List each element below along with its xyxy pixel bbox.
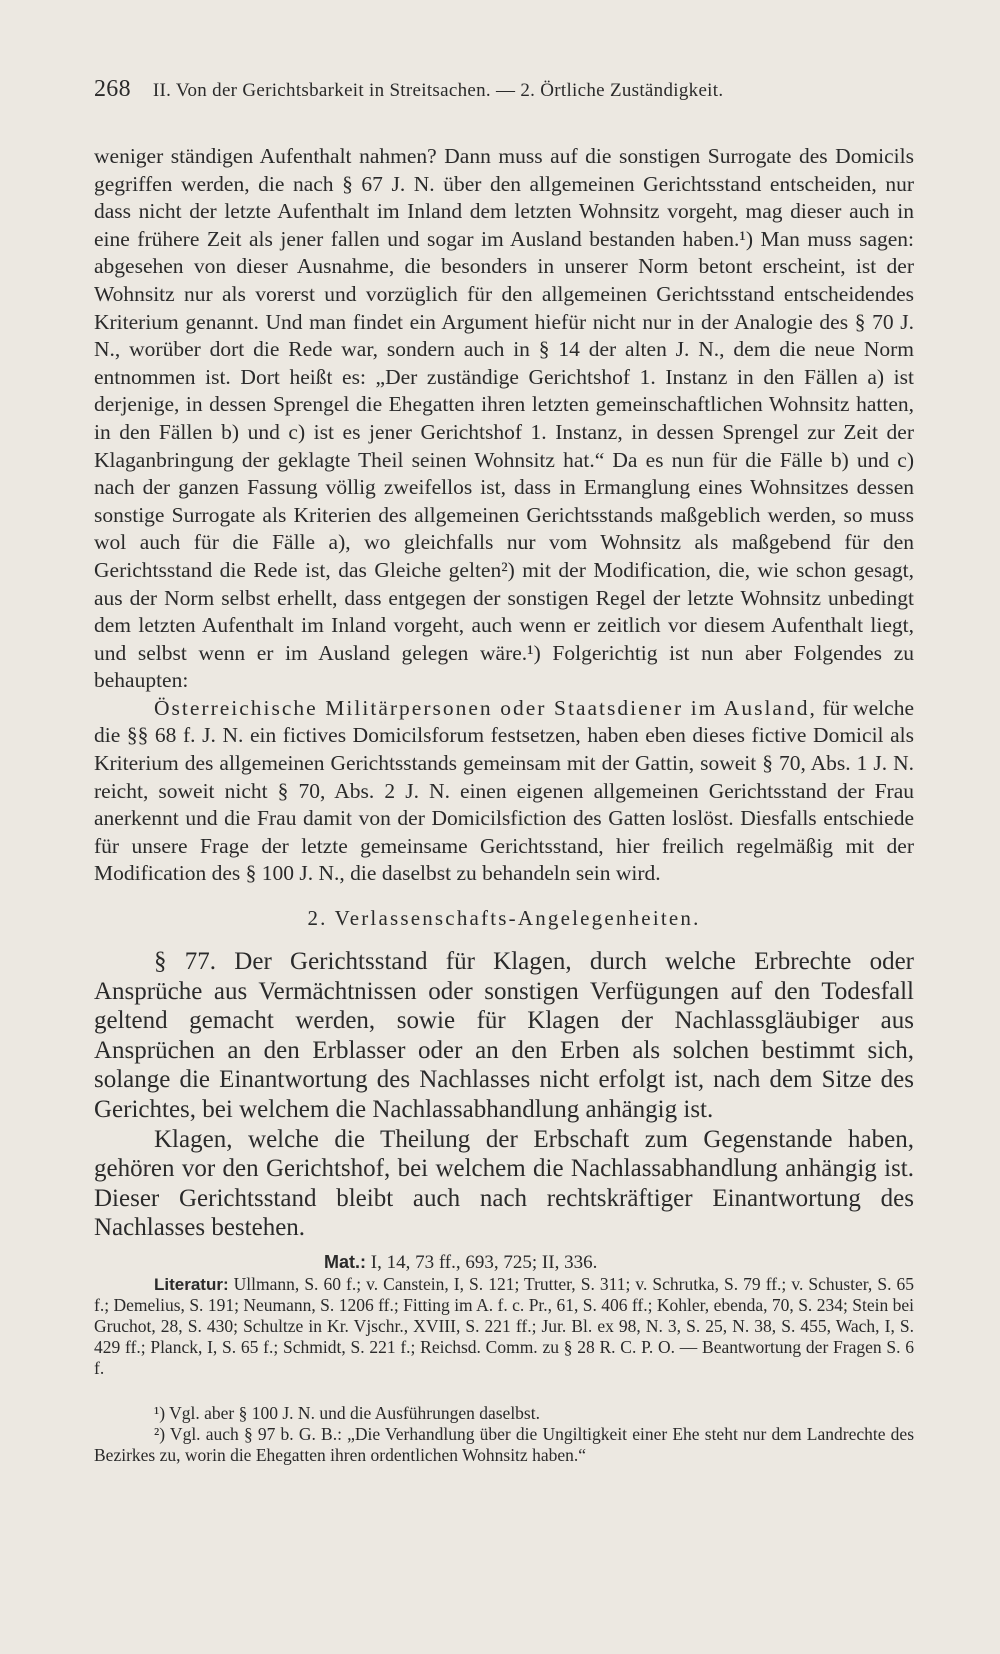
book-page bbox=[94, 76, 914, 1466]
running-title: II. Von der Gerichtsbarkeit in Streitsachen. — 2. Örtliche Zuständigkeit. bbox=[152, 80, 724, 101]
paragraph-rest: für welche die §§ 68 f. J. N. ein fictives Domicilsforum festsetzen, haben eben dieses fictive Domicil als Kriterium des allgemeinen Gerichtsstands gemeinsam mit der Gattin, soweit § 70, Abs. 1 J. N. reicht, soweit nicht § 70, Abs. 2 J. N. einen eigenen allgemeinen Gerichtsstand der Frau anerkennt und die Frau damit von der Domicilsfiction des Gatten loslöst. Diesfalls entschiede für unsere Frage der letzte gemeinsame Gerichtsstand, hier freilich regelmäßig mit der Modification des § 100 J. N., die daselbst zu behandeln sein wird. bbox=[94, 695, 914, 886]
footnotes bbox=[94, 1403, 914, 1466]
literature-label: Literatur: bbox=[154, 1274, 229, 1294]
main-text bbox=[94, 143, 914, 888]
literature-block bbox=[94, 1274, 914, 1379]
body-paragraph: weniger ständigen Aufenthalt nahmen? Dann muss auf die sonstigen Surrogate des Domicils gegriffen werden, die nach § 67 J. N. über den allgemeinen Gerichtsstand entscheiden, nur dass nicht der letzte Aufenthalt im Inland dem letzten Wohnsitz vorgeht, mag dieser auch in eine frühere Zeit als jener fallen und sogar im Ausland bestanden haben.¹) Man muss sagen: abgesehen von dieser Ausnahme, die besonders in unserer Norm betont erscheint, ist der Wohnsitz nur als vorerst und vorzüglich für den allgemeinen Gerichtsstand entscheidendes Kriterium genannt. Und man findet ein Argument hiefür nicht nur in der Analogie des § 70 J. N., worüber dort die Rede war, sondern auch in § 14 der alten J. N., dem die neue Norm entnommen ist. Dort heißt es: „Der zuständige Gerichtshof 1. Instanz in den Fällen a) ist derjenige, in dessen Sprengel die Ehegatten ihren letzten gemeinschaftlichen Wohnsitz hatten, in den Fällen b) und c) ist es jener Gerichtshof 1. Instanz, in dessen Sprengel zur Zeit der Klaganbringung der geklagte Theil seinen Wohnsitz hat.“ Da es nun für die Fälle b) und c) nach der ganzen Fassung völlig zweifellos ist, dass in Ermanglung eines Wohnsitzes dessen sonstige Surrogate als Kriterien des allgemeinen Gerichtsstands maßgeblich werden, so muss wol auch für die Fälle a), wo gleichfalls nur vom Wohnsitz als maßgebend für den Gerichtsstand die Rede ist, das Gleiche gelten²) mit der Modification, die, wie schon gesagt, aus der Norm selbst erhellt, dass entgegen der sonstigen Regel der letzte Wohnsitz unbedingt dem letzten Aufenthalt im Inland vorgeht, auch wenn er zeitlich vor diesem Aufenthalt liegt, und selbst wenn er im Ausland gelegen wäre.¹) Folgerichtig ist nun aber Folgendes zu behaupten: bbox=[94, 144, 914, 693]
materials-line bbox=[94, 1251, 914, 1274]
statute-paragraph: § 77. Der Gerichtsstand für Klagen, durch welche Erbrechte oder Ansprüche aus Vermächtnissen oder sonstigen Verfügungen auf den Todesfall geltend gemacht werden, sowie für Klagen der Nachlassgläubiger aus Ansprüchen an den Erblasser oder an den Erben als solchen bestimmt sich, solange die Einantwortung des Nachlasses nicht erfolgt ist, nach dem Sitze des Gerichtes, bei welchem die Nachlassabhandlung anhängig ist. bbox=[94, 948, 914, 1123]
page-number: 268 bbox=[94, 76, 131, 102]
body-paragraph-militaer bbox=[94, 695, 914, 888]
section-heading: 2. Verlassenschafts-Angelegenheiten. bbox=[307, 906, 701, 931]
statute-paragraph: Klagen, welche die Theilung der Erbschaft zum Gegenstande haben, gehören vor den Gerichtshof, bei welchem die Nachlassabhandlung anhängig ist. Dieser Gerichtsstand bleibt auch nach rechtskräftiger Einantwortung des Nachlasses bestehen. bbox=[94, 1125, 914, 1242]
footnote: ¹) Vgl. aber § 100 J. N. und die Ausführungen daselbst. bbox=[154, 1402, 540, 1423]
spaced-lead: Österreichische Militärpersonen oder Staatsdiener im Ausland, bbox=[154, 695, 817, 720]
materials-text: I, 14, 73 ff., 693, 725; II, 336. bbox=[366, 1251, 598, 1273]
statute-text bbox=[94, 947, 914, 1243]
materials-label: Mat.: bbox=[324, 1251, 366, 1272]
literature-text: Ullmann, S. 60 f.; v. Canstein, I, S. 121; Trutter, S. 311; v. Schrutka, S. 79 ff.; v. Schuster, S. 65 f.; Demelius, S. 191; Neumann, S. 1206 ff.; Fitting im A. f. c. Pr., 61, S. 406 ff.; Kohler, ebenda, 70, S. 234; Stein bei Gruchot, 28, S. 430; Schultze in Kr. Vjschr., XVIII, S. 221 ff.; Jur. Bl. ex 98, N. 3, S. 25, N. 38, S. 455, Wach, I, S. 429 ff.; Planck, I, S. 65 f.; Schmidt, S. 221 f.; Reichsd. Comm. zu § 28 R. C. P. O. — Beantwortung der Fragen S. 6 f. bbox=[94, 1273, 914, 1378]
footnote: ²) Vgl. auch § 97 b. G. B.: „Die Verhandlung über die Ungiltigkeit einer Ehe steht nur dem Landrechte des Bezirkes zu, worin die Ehegatten ihren ordentlichen Wohnsitz haben.“ bbox=[94, 1423, 914, 1465]
running-header bbox=[94, 76, 914, 103]
